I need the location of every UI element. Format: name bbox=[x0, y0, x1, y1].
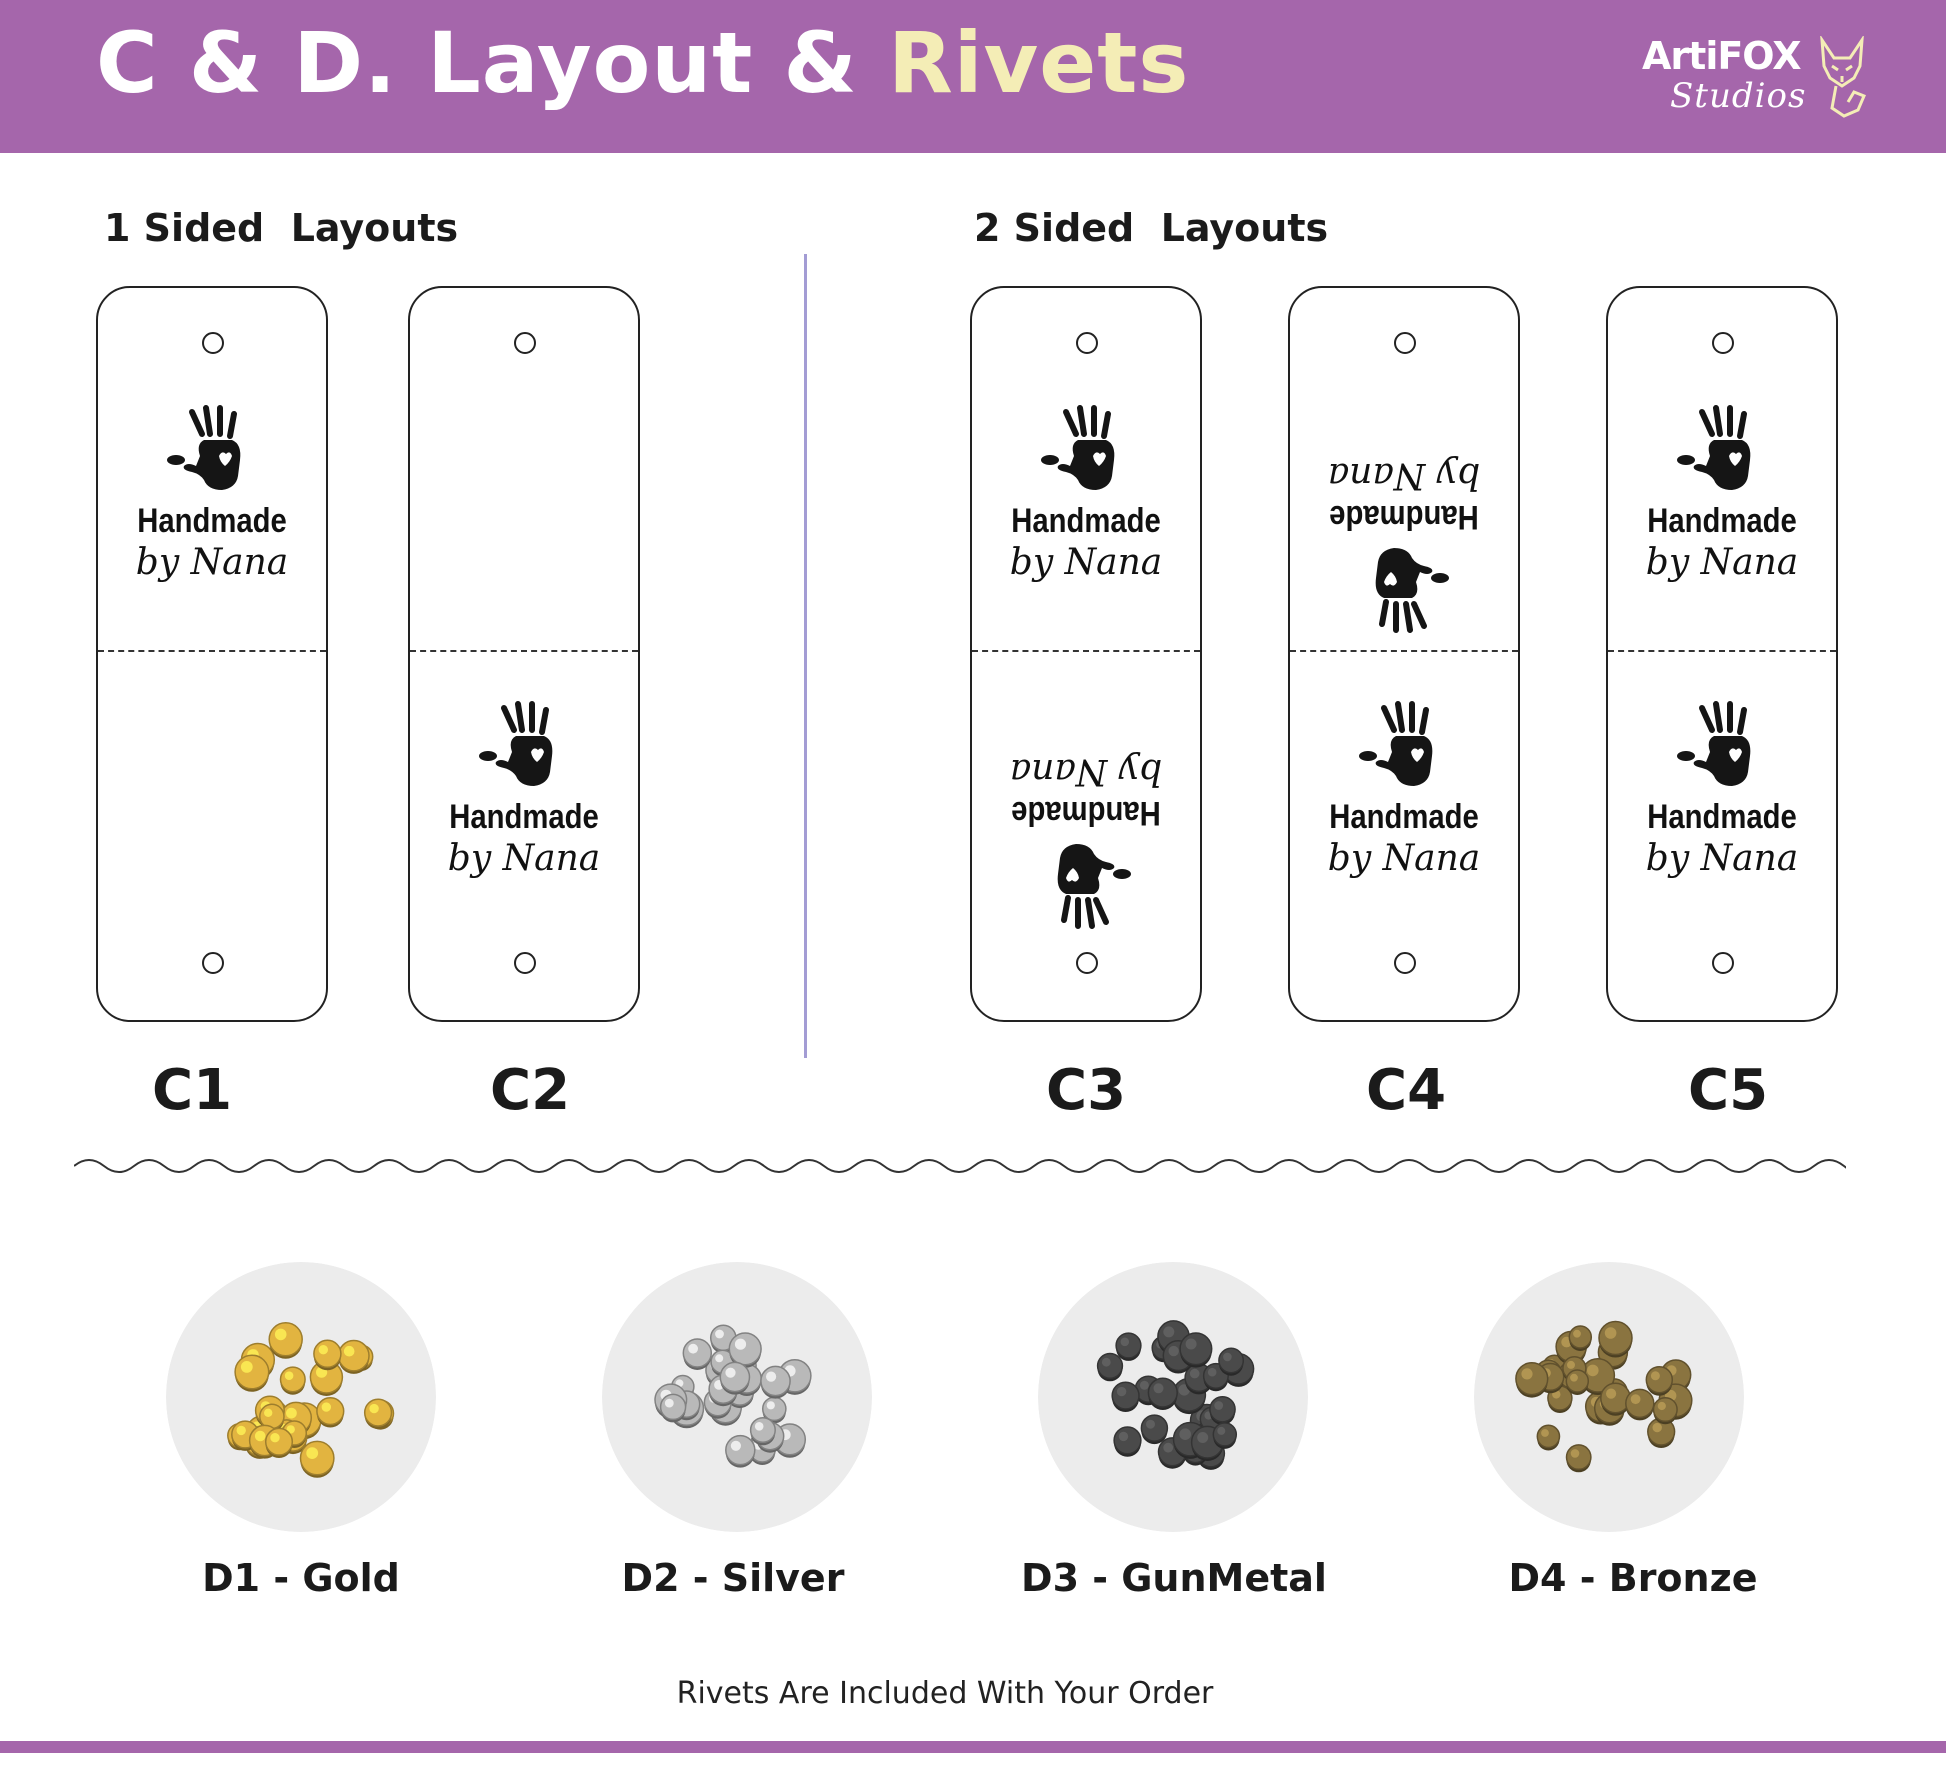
layout-code-c3: C3 bbox=[1045, 1058, 1127, 1123]
one-sided-title: 1 Sided Layouts bbox=[104, 206, 459, 250]
layout-c4-tag bbox=[1288, 286, 1520, 1022]
rivet-cluster-gold bbox=[166, 1262, 436, 1532]
layout-code-c5: C5 bbox=[1687, 1058, 1769, 1123]
rivet-highlight bbox=[1223, 1353, 1232, 1362]
rivet-label-gunmetal: D3 - GunMetal bbox=[1021, 1556, 1327, 1600]
rivet-highlight bbox=[1186, 1339, 1197, 1350]
rivet-cap bbox=[1626, 1389, 1654, 1417]
rivet-label-gold: D1 - Gold bbox=[202, 1556, 400, 1600]
handprint-icon bbox=[1672, 700, 1772, 800]
brand-line2: by Nana bbox=[135, 542, 289, 583]
brand-line1: Handmade bbox=[137, 502, 287, 540]
brand-line1: Handmade bbox=[1011, 794, 1161, 832]
rivet-highlight bbox=[665, 1399, 674, 1408]
rivet-highlight bbox=[1658, 1402, 1666, 1410]
rivet-cap bbox=[266, 1428, 293, 1455]
handprint-icon bbox=[474, 700, 574, 800]
rivet-highlight bbox=[270, 1433, 279, 1442]
handprint-icon bbox=[1036, 404, 1136, 504]
title-accent: Rivets bbox=[888, 14, 1190, 112]
handprint-icon bbox=[1354, 700, 1454, 800]
brand-line2: by Nana bbox=[1009, 542, 1163, 583]
brand-line1: Handmade bbox=[1329, 498, 1479, 536]
rivet-cap bbox=[1213, 1423, 1236, 1446]
rivet-highlight bbox=[1571, 1449, 1580, 1458]
rivet-highlight bbox=[688, 1344, 698, 1354]
brand-print-inverted bbox=[1290, 404, 1518, 634]
brand-print-inverted bbox=[972, 700, 1200, 930]
rivet-hole bbox=[202, 952, 224, 974]
rivet-cap bbox=[1148, 1378, 1177, 1407]
brand-line1: Handmade bbox=[1647, 798, 1797, 836]
brand-line2: by Nana bbox=[1009, 751, 1163, 792]
rivet-hole bbox=[202, 332, 224, 354]
rivet-cap bbox=[1566, 1370, 1588, 1392]
rivet-photo-gunmetal bbox=[1038, 1262, 1308, 1532]
rivet-cap bbox=[1537, 1425, 1559, 1447]
rivet-highlight bbox=[766, 1372, 776, 1382]
rivet-hole bbox=[1394, 332, 1416, 354]
rivet-highlight bbox=[715, 1330, 724, 1339]
rivet-cap bbox=[1646, 1367, 1672, 1393]
rivet-hole bbox=[514, 952, 536, 974]
brand-line1: Handmade bbox=[1329, 798, 1479, 836]
fold-line bbox=[410, 650, 638, 652]
handprint-icon bbox=[162, 404, 262, 504]
rivet-highlight bbox=[1163, 1443, 1173, 1453]
rivet-hole bbox=[1076, 952, 1098, 974]
handprint-icon bbox=[1036, 830, 1136, 930]
rivet-highlight bbox=[1102, 1358, 1111, 1367]
layout-c1-tag bbox=[96, 286, 328, 1022]
rivet-highlight bbox=[1154, 1383, 1164, 1393]
photo-background bbox=[166, 1262, 436, 1532]
handprint-icon bbox=[1354, 534, 1454, 634]
rivet-cap bbox=[1567, 1445, 1591, 1469]
brand-logo bbox=[1636, 28, 1876, 128]
brand-line2: by Nana bbox=[1327, 455, 1481, 496]
rivet-highlight bbox=[767, 1401, 775, 1409]
rivet-highlight bbox=[322, 1402, 331, 1411]
rivet-highlight bbox=[1606, 1389, 1616, 1399]
rivet-highlight bbox=[725, 1368, 735, 1378]
rivet-cap bbox=[1599, 1322, 1632, 1355]
fold-line bbox=[98, 650, 326, 652]
rivet-highlight bbox=[1587, 1365, 1599, 1377]
footer-bar bbox=[0, 1741, 1946, 1753]
rivet-cap bbox=[1141, 1415, 1167, 1441]
rivet-highlight bbox=[285, 1371, 294, 1380]
title-main: C & D. Layout & bbox=[96, 14, 889, 112]
rivet-hole bbox=[514, 332, 536, 354]
rivet-cap bbox=[365, 1399, 392, 1426]
rivet-cap bbox=[1219, 1348, 1243, 1372]
rivet-label-bronze: D4 - Bronze bbox=[1508, 1556, 1758, 1600]
rivet-highlight bbox=[1146, 1420, 1155, 1429]
rivet-highlight bbox=[275, 1329, 287, 1341]
rivet-highlight bbox=[731, 1441, 741, 1451]
section-divider bbox=[804, 254, 807, 1058]
logo-line1: ArtiFOX bbox=[1642, 34, 1801, 78]
rivet-highlight bbox=[1521, 1368, 1532, 1379]
rivet-highlight bbox=[1567, 1361, 1575, 1369]
rivet-hole bbox=[1712, 332, 1734, 354]
rivet-photo-silver bbox=[602, 1262, 872, 1532]
rivet-cap bbox=[726, 1436, 755, 1465]
rivet-highlight bbox=[1117, 1387, 1126, 1396]
rivet-highlight bbox=[1214, 1401, 1223, 1410]
rivet-hole bbox=[1076, 332, 1098, 354]
rivet-highlight bbox=[1605, 1327, 1617, 1339]
handprint-icon bbox=[1672, 404, 1772, 504]
rivet-highlight bbox=[755, 1422, 764, 1431]
rivet-highlight bbox=[1217, 1427, 1225, 1435]
rivet-cap bbox=[339, 1341, 369, 1371]
rivet-cap bbox=[1116, 1333, 1141, 1358]
rivet-highlight bbox=[1570, 1374, 1578, 1382]
rivet-highlight bbox=[715, 1354, 723, 1362]
rivet-cap bbox=[1112, 1382, 1139, 1409]
rivet-highlight bbox=[264, 1409, 272, 1417]
brand-line1: Handmade bbox=[1011, 502, 1161, 540]
rivet-cap bbox=[720, 1362, 749, 1391]
rivet-highlight bbox=[1121, 1338, 1130, 1347]
brand-line1: Handmade bbox=[449, 798, 599, 836]
rivet-cap bbox=[683, 1339, 711, 1367]
header-banner bbox=[0, 0, 1946, 153]
rivet-cap bbox=[1180, 1333, 1212, 1365]
rivet-cap bbox=[314, 1340, 341, 1367]
rivet-highlight bbox=[735, 1339, 746, 1350]
brand-print bbox=[972, 404, 1200, 634]
rivet-cap bbox=[661, 1394, 686, 1419]
rivet-cap bbox=[269, 1323, 302, 1356]
footer-note: Rivets Are Included With Your Order bbox=[676, 1676, 1214, 1711]
rivet-cap bbox=[235, 1355, 269, 1389]
two-sided-title: 2 Sided Layouts bbox=[974, 206, 1329, 250]
rivet-cap bbox=[751, 1418, 776, 1443]
rivet-highlight bbox=[1119, 1432, 1128, 1441]
rivet-highlight bbox=[241, 1361, 253, 1373]
layout-code-c1: C1 bbox=[151, 1058, 233, 1123]
brand-print bbox=[1290, 700, 1518, 930]
brand-line2: by Nana bbox=[1327, 838, 1481, 879]
rivet-cap bbox=[1098, 1354, 1123, 1379]
rivet-highlight bbox=[306, 1447, 318, 1459]
rivet-cap bbox=[1601, 1383, 1630, 1412]
rivet-cap bbox=[1210, 1397, 1235, 1422]
fox-icon bbox=[1814, 36, 1870, 120]
rivet-cap bbox=[1654, 1398, 1678, 1422]
fold-line bbox=[1290, 650, 1518, 652]
rivet-cluster-gunmetal bbox=[1038, 1262, 1308, 1532]
rivet-label-silver: D2 - Silver bbox=[621, 1556, 845, 1600]
rivet-highlight bbox=[369, 1404, 378, 1413]
rivet-highlight bbox=[1140, 1381, 1149, 1390]
rivet-highlight bbox=[344, 1346, 355, 1357]
rivet-cap bbox=[1516, 1363, 1548, 1395]
fold-line bbox=[972, 650, 1200, 652]
rivet-highlight bbox=[1631, 1394, 1641, 1404]
rivet-highlight bbox=[1541, 1429, 1549, 1437]
rivet-highlight bbox=[1651, 1371, 1660, 1380]
brand-line2: by Nana bbox=[1645, 542, 1799, 583]
brand-print bbox=[98, 404, 326, 634]
rivet-highlight bbox=[1163, 1326, 1174, 1337]
rivet-hole bbox=[1394, 952, 1416, 974]
rivet-photo-gold bbox=[166, 1262, 436, 1532]
rivet-highlight bbox=[1169, 1346, 1179, 1356]
rivet-cluster-bronze bbox=[1474, 1262, 1744, 1532]
rivet-highlight bbox=[286, 1408, 297, 1419]
brand-print bbox=[1608, 700, 1836, 930]
fold-line bbox=[1608, 650, 1836, 652]
rivet-cap bbox=[281, 1367, 306, 1392]
layout-code-c2: C2 bbox=[489, 1058, 571, 1123]
rivet-hole bbox=[1712, 952, 1734, 974]
rivet-cap bbox=[317, 1398, 344, 1425]
rivet-highlight bbox=[1208, 1368, 1217, 1377]
rivet-cap bbox=[1114, 1427, 1141, 1454]
brand-print bbox=[1608, 404, 1836, 634]
logo-line2: Studios bbox=[1670, 76, 1807, 116]
rivet-highlight bbox=[319, 1345, 328, 1354]
rivet-photo-bronze bbox=[1474, 1262, 1744, 1532]
rivet-cluster-silver bbox=[602, 1262, 872, 1532]
brand-line2: by Nana bbox=[447, 838, 601, 879]
layout-c5-tag bbox=[1606, 286, 1838, 1022]
brand-line2: by Nana bbox=[1645, 838, 1799, 879]
layout-code-c4: C4 bbox=[1365, 1058, 1447, 1123]
rivet-highlight bbox=[237, 1426, 246, 1435]
brand-print bbox=[410, 700, 638, 930]
brand-line1: Handmade bbox=[1647, 502, 1797, 540]
rivet-cap bbox=[729, 1333, 761, 1365]
rivet-highlight bbox=[1573, 1330, 1581, 1338]
rivet-highlight bbox=[1197, 1432, 1208, 1443]
rivet-cap bbox=[763, 1397, 786, 1420]
rivet-highlight bbox=[255, 1431, 266, 1442]
rivet-highlight bbox=[1653, 1423, 1662, 1432]
rivet-cap bbox=[1569, 1326, 1591, 1348]
rivet-highlight bbox=[1190, 1369, 1200, 1379]
rivet-cap bbox=[301, 1441, 334, 1474]
layout-c2-tag bbox=[408, 286, 640, 1022]
rivet-cap bbox=[761, 1366, 790, 1395]
layout-c3-tag bbox=[970, 286, 1202, 1022]
rivet-highlight bbox=[1179, 1428, 1191, 1440]
wavy-divider bbox=[74, 1146, 1846, 1186]
page-title bbox=[96, 14, 1189, 112]
